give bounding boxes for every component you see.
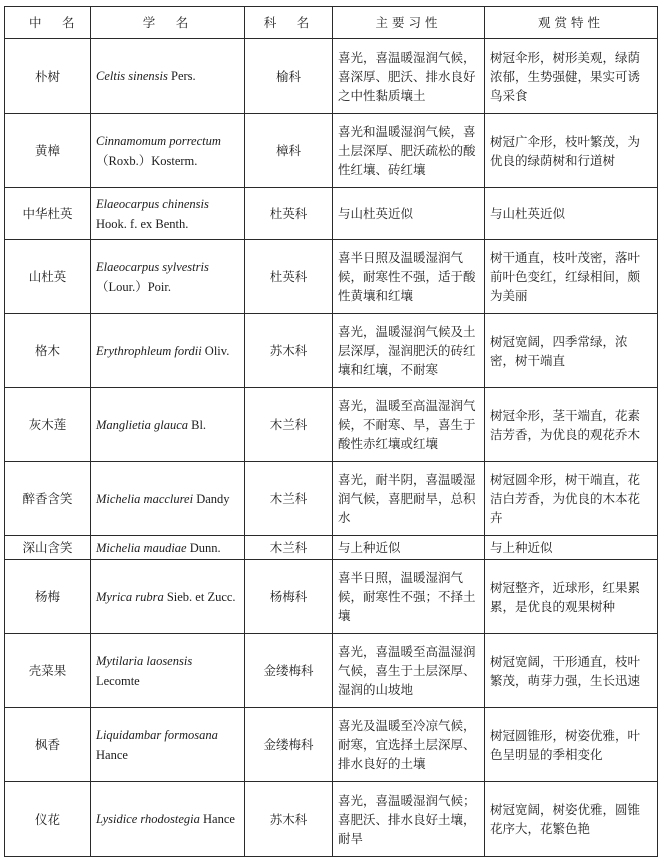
cell-family: 木兰科 [245,462,333,536]
cell-sci-name [91,462,245,536]
sci-name-italic: Michelia maudiae [96,540,187,555]
sci-name-italic: Michelia macclurei [96,491,194,506]
sci-name-italic: Celtis sinensis [96,69,168,83]
cell-family: 木兰科 [245,388,333,462]
table-row [5,782,658,857]
sci-name-author: Dandy [193,491,230,506]
cell-ornamental: 树冠宽阔，树姿优雅，圆锥花序大，花繁色艳 [485,782,658,857]
header-ornamental: 观赏特性 [485,7,658,39]
cell-habit: 与山杜英近似 [333,188,485,240]
sci-name-italic: Elaeocarpus chinensis [96,196,209,211]
cell-ornamental: 与上种近似 [485,536,658,560]
cell-sci-name [91,536,245,560]
sci-name-author: Lecomte [96,673,140,688]
table-row [5,114,658,188]
sci-name-italic: Lysidice rhodostegia [96,812,200,826]
cell-ornamental: 树冠伞形，茎干端直，花素洁芳香，为优良的观花乔木 [485,388,658,462]
sci-name-italic: Cinnamomum porrectum [96,133,221,148]
table-row [5,388,658,462]
table-row [5,634,658,708]
cell-family: 杜英科 [245,188,333,240]
cell-family: 木兰科 [245,536,333,560]
cell-cn-name: 杨梅 [5,560,91,634]
cell-sci-name [91,560,245,634]
sci-name-italic: Liquidambar formosana [96,727,218,742]
sci-name-author: （Roxb.）Kosterm. [96,153,198,168]
cell-habit: 喜半日照，温暖湿润气候，耐寒性不强；不择土壤 [333,560,485,634]
cell-habit: 喜光，喜温暖湿润气候；喜肥沃、排水良好土壤，耐旱 [333,782,485,857]
table-row [5,314,658,388]
sci-name-author: Sieb. et Zucc. [163,589,236,604]
sci-name-author: Hook. f. ex Benth. [96,216,189,231]
table-row [5,708,658,782]
cell-cn-name: 格木 [5,314,91,388]
cell-family: 苏木科 [245,314,333,388]
cell-cn-name: 中华杜英 [5,188,91,240]
cell-sci-name [91,388,245,462]
cell-sci-name [91,782,245,857]
cell-family: 金缕梅科 [245,634,333,708]
sci-name-italic: Erythrophleum fordii [96,343,202,358]
sci-name-italic: Elaeocarpus sylvestris [96,259,209,274]
cell-ornamental: 树冠圆伞形，树干端直，花洁白芳香，为优良的木本花卉 [485,462,658,536]
cell-cn-name: 黄樟 [5,114,91,188]
header-family: 科 名 [245,7,333,39]
cell-habit: 喜光，耐半阴，喜温暖湿润气候，喜肥耐旱，总积水 [333,462,485,536]
cell-sci-name [91,634,245,708]
cell-sci-name [91,314,245,388]
sci-name-italic: Mytilaria laosensis [96,653,193,668]
cell-habit: 喜光和温暖湿润气候，喜土层深厚、肥沃疏松的酸性红壤、砖红壤 [333,114,485,188]
sci-name-italic: Myrica rubra [96,589,164,604]
cell-ornamental: 树冠整齐，近球形，红果累累，是优良的观果树种 [485,560,658,634]
sci-name-italic: Manglietia glauca [96,417,188,432]
cell-family: 榆科 [245,39,333,114]
cell-family: 苏木科 [245,782,333,857]
cell-cn-name: 醉香含笑 [5,462,91,536]
table-row [5,462,658,536]
table-row [5,536,658,560]
cell-sci-name [91,188,245,240]
cell-sci-name [91,39,245,114]
cell-cn-name: 灰木莲 [5,388,91,462]
cell-habit: 喜光，喜温暖至高温湿润气候，喜生于土层深厚、湿润的山坡地 [333,634,485,708]
cell-sci-name [91,114,245,188]
cell-cn-name: 深山含笑 [5,536,91,560]
cell-cn-name: 朴树 [5,39,91,114]
sci-name-author: Hance [199,812,235,826]
sci-name-author: （Lour.）Poir. [96,279,172,294]
cell-sci-name [91,708,245,782]
table-row [5,240,658,314]
sci-name-author: Pers. [167,69,196,83]
header-habit: 主要习性 [333,7,485,39]
table-row [5,188,658,240]
cell-habit: 喜半日照及温暖湿润气候，耐寒性不强，适于酸性黄壤和红壤 [333,240,485,314]
table-row [5,39,658,114]
cell-family: 樟科 [245,114,333,188]
sci-name-author: Bl. [188,417,207,432]
table-row [5,560,658,634]
header-cn-name: 中 名 [5,7,91,39]
cell-habit: 与上种近似 [333,536,485,560]
header-sci-name: 学 名 [91,7,245,39]
sci-name-author: Oliv. [201,343,230,358]
cell-cn-name: 山杜英 [5,240,91,314]
sci-name-author: Hance [96,747,128,762]
cell-family: 金缕梅科 [245,708,333,782]
cell-ornamental: 树干通直，枝叶茂密，落叶前叶色变红，红绿相间，颇为美丽 [485,240,658,314]
cell-ornamental: 树冠广伞形，枝叶繁茂，为优良的绿荫树和行道树 [485,114,658,188]
cell-ornamental: 与山杜英近似 [485,188,658,240]
cell-habit: 喜光，温暖至高温湿润气候，不耐寒、旱，喜生于酸性赤红壤或红壤 [333,388,485,462]
cell-habit: 喜光，温暖湿润气候及土层深厚，湿润肥沃的砖红壤和红壤，不耐寒 [333,314,485,388]
cell-family: 杜英科 [245,240,333,314]
sci-name-author: Dunn. [186,540,221,555]
species-table [4,6,658,857]
cell-habit: 喜光及温暖至冷凉气候，耐寒，宜选择土层深厚、排水良好的土壤 [333,708,485,782]
cell-cn-name: 枫香 [5,708,91,782]
cell-sci-name [91,240,245,314]
cell-ornamental: 树冠宽阔，干形通直，枝叶繁茂，萌芽力强，生长迅速 [485,634,658,708]
cell-cn-name: 壳菜果 [5,634,91,708]
header-row [5,7,658,39]
cell-ornamental: 树冠宽阔，四季常绿，浓密，树干端直 [485,314,658,388]
cell-cn-name: 仪花 [5,782,91,857]
cell-ornamental: 树冠圆锥形，树姿优雅，叶色呈明显的季相变化 [485,708,658,782]
cell-ornamental: 树冠伞形，树形美观，绿荫浓郁，生势强健，果实可诱鸟采食 [485,39,658,114]
cell-habit: 喜光，喜温暖湿润气候，喜深厚、肥沃、排水良好之中性黏质壤土 [333,39,485,114]
cell-family: 杨梅科 [245,560,333,634]
